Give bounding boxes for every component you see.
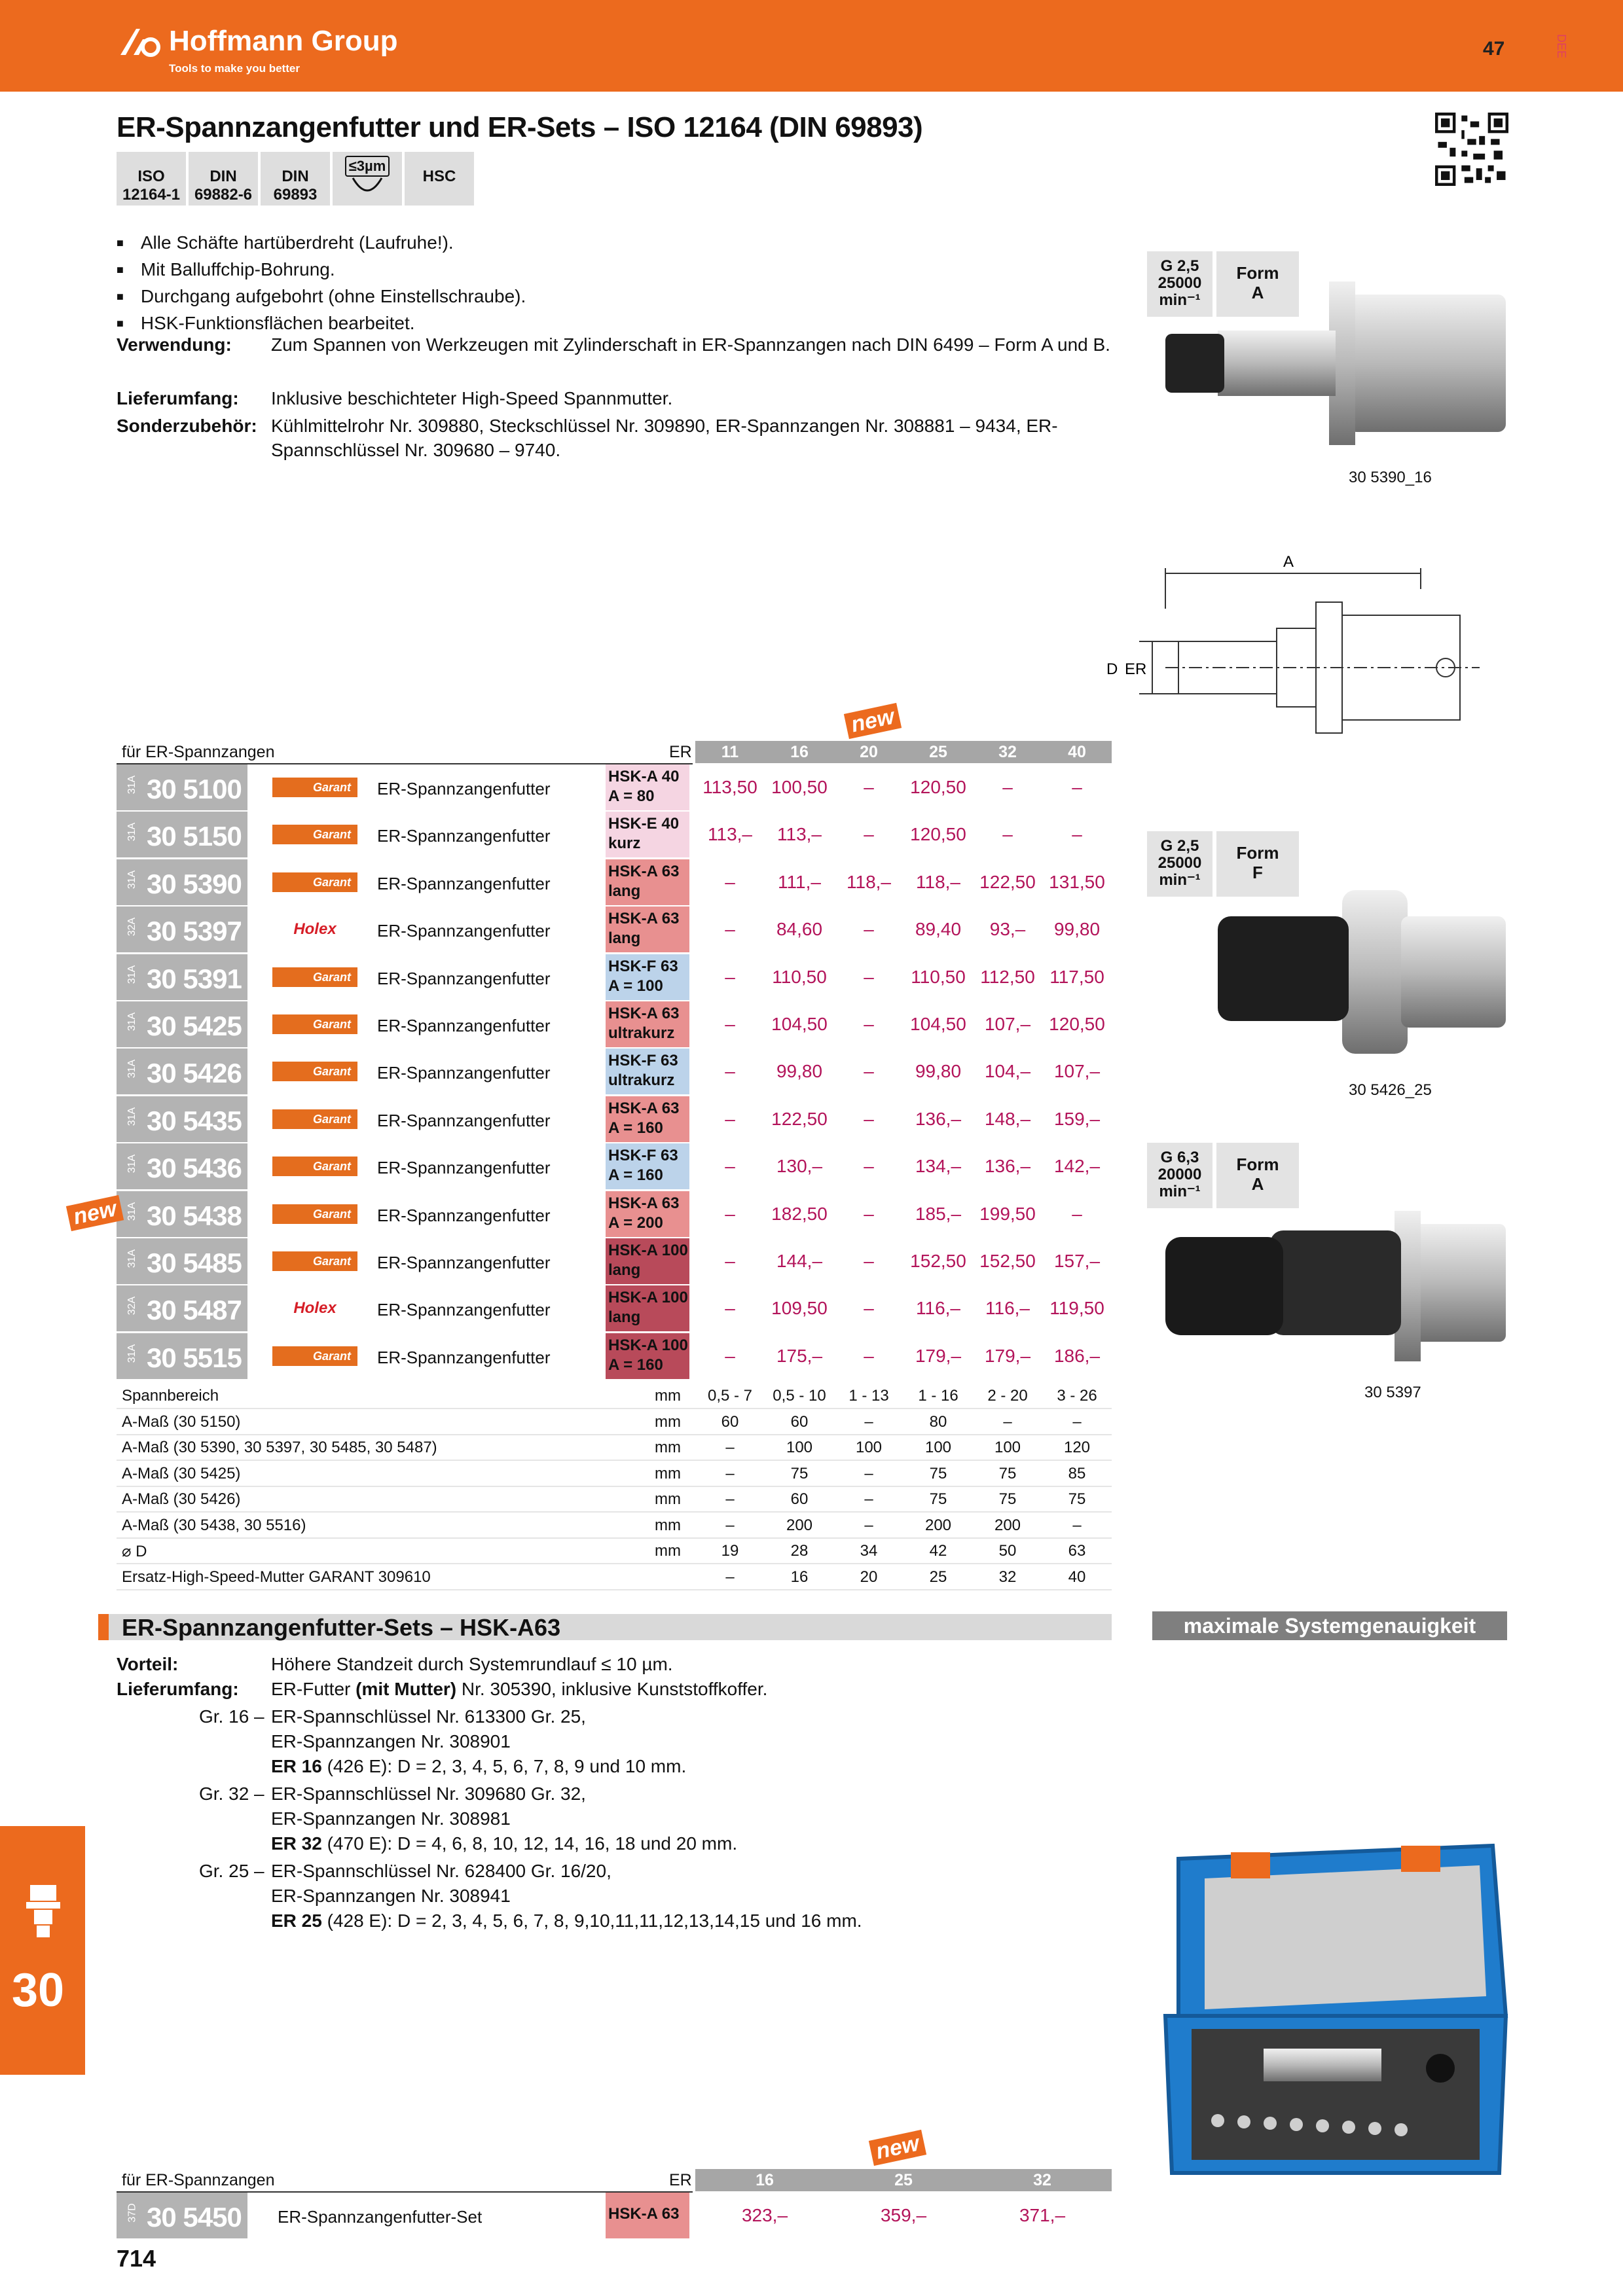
interface-cell: HSK-A 63 lang [606, 906, 689, 952]
measure-value: 75 [998, 1490, 1017, 1509]
balance-spec-3: G 6,3 20000 min⁻¹ [1147, 1143, 1213, 1208]
table-row[interactable] [117, 1143, 1112, 1191]
measure-value: – [864, 1412, 873, 1431]
price-cell: 110,50 [772, 966, 827, 987]
measure-row [117, 1435, 1112, 1461]
product-description: ER-Spannzangenfutter [377, 1300, 551, 1320]
interface-cell: HSK-A 63 ultrakurz [606, 1001, 689, 1047]
interface-cell: HSK-F 63 A = 100 [606, 954, 689, 1000]
measure-value: 100 [855, 1439, 883, 1457]
price-cell: 159,– [1053, 1108, 1101, 1129]
price-cell: – [725, 966, 735, 987]
interface-cell: HSK-A 40 A = 80 [606, 764, 689, 810]
article-number: 30 5450 [147, 2202, 242, 2233]
measure-label: Spannbereich [122, 1387, 219, 1405]
measure-value: 200 [924, 1516, 952, 1534]
logo-name: Hoffmann Group [169, 25, 398, 57]
interface-cell: HSK-A 63 A = 160 [606, 1096, 689, 1142]
interface-cell: HSK-A 63 [606, 2193, 689, 2238]
measure-value: 1 - 13 [848, 1387, 889, 1405]
table1-header-left: für ER-Spannzangen ER [117, 741, 693, 764]
measure-value: 120 [1063, 1439, 1091, 1457]
table-row[interactable] [117, 859, 1112, 906]
norm-hsc: HSC [405, 152, 474, 206]
table-row[interactable] [117, 1191, 1112, 1238]
article-number-cell: 37D 30 5450 [117, 2193, 247, 2238]
price-cell: – [725, 1251, 735, 1271]
brand-logo-icon: Holex [272, 1299, 357, 1318]
product-description: ER-Spannzangenfutter [377, 1110, 551, 1130]
price-cell: 113,– [777, 824, 822, 845]
group-32-label: Gr. 32 – [199, 1784, 264, 1804]
brand-logo-icon: Garant [272, 1204, 357, 1224]
measure-row [117, 1486, 1112, 1513]
interface-cell: HSK-F 63 A = 160 [606, 1143, 689, 1189]
price-cell: 93,– [989, 919, 1026, 940]
measure-value: 200 [786, 1516, 813, 1534]
price-cell: 134,– [915, 1156, 962, 1177]
price-cell: 118,– [847, 871, 891, 892]
price-cell: 131,50 [1049, 871, 1105, 892]
measure-value: – [725, 1464, 735, 1482]
price-cell: 118,– [916, 871, 960, 892]
brand-logo-icon: Garant [272, 1251, 357, 1271]
measure-value: 75 [998, 1464, 1017, 1482]
price-cell: – [725, 1156, 735, 1177]
price-cell: 148,– [984, 1108, 1031, 1129]
table-row[interactable] [117, 1333, 1112, 1380]
article-number-cell: 32A 30 5397 [117, 906, 247, 952]
dim-er-label: ER [1125, 660, 1147, 678]
price-cell: 104,50 [771, 1014, 828, 1034]
group-16-text: ER-Spannschlüssel Nr. 613300 Gr. 25, ER-Spannzangen Nr. 308901 ER 16 (426 E): D = 2, 3, 4, 5, 6, 7, 8, 9 und 10 mm. [271, 1706, 687, 1776]
article-number: 30 5426 [147, 1058, 242, 1089]
price-cell: – [725, 919, 735, 940]
product-description: ER-Spannzangenfutter [377, 873, 551, 893]
price-cell: 120,50 [910, 824, 966, 845]
price-cell: 122,50 [771, 1108, 828, 1129]
article-number-cell: 31A 30 5515 [117, 1333, 247, 1379]
product-description: ER-Spannzangenfutter [377, 1347, 551, 1367]
table-row[interactable] [117, 764, 1112, 812]
brand-logo-icon: Garant [272, 1062, 357, 1081]
price-cell: 152,50 [910, 1251, 966, 1271]
price-cell: 84,60 [776, 919, 823, 940]
footer-page-number: 714 [117, 2245, 156, 2272]
price-cell: 142,– [1053, 1156, 1101, 1177]
price-cell: – [725, 1108, 735, 1129]
article-number: 30 5390 [147, 868, 242, 899]
price-cell: – [1002, 777, 1013, 797]
article-number-cell: 31A 30 5391 [117, 954, 247, 1000]
measure-value: 16 [790, 1568, 809, 1586]
price-cell: 130,– [776, 1156, 823, 1177]
measure-value: 60 [790, 1490, 809, 1509]
new-badge: new [869, 2130, 926, 2166]
set-case-photo [1152, 1820, 1519, 2186]
interface-cell: HSK-F 63 ultrakurz [606, 1049, 689, 1094]
measure-value: – [725, 1516, 735, 1534]
image-caption-1: 30 5390_16 [1349, 469, 1432, 486]
measure-value: – [1072, 1516, 1082, 1534]
group-16-label: Gr. 16 – [199, 1706, 264, 1727]
price-cell: 152,50 [979, 1251, 1036, 1271]
feature-item: ■ HSK-Funktionsflächen bearbeitet. [117, 311, 526, 338]
brand-logo-icon: Holex [272, 920, 357, 939]
measure-value: 0,5 - 7 [707, 1387, 753, 1405]
interface-cell: HSK-A 100 lang [606, 1285, 689, 1331]
measure-row [117, 1383, 1112, 1409]
measure-value: 19 [721, 1542, 739, 1560]
article-number-cell: 31A 30 5425 [117, 1001, 247, 1047]
product-description: ER-Spannzangenfutter [377, 1158, 551, 1178]
product-description: ER-Spannzangenfutter [377, 921, 551, 941]
article-number-cell: 31A 30 5150 [117, 812, 247, 857]
price-cell: 104,– [984, 1061, 1031, 1082]
price-cell: 119,50 [1049, 1298, 1104, 1319]
price-cell: – [1072, 1203, 1082, 1224]
price-cell: 323,– [741, 2205, 788, 2225]
table-row[interactable] [117, 1096, 1112, 1143]
norm-din-69893: DIN 69893 [261, 152, 330, 206]
brand-logo-icon: Garant [272, 1109, 357, 1129]
measure-value: – [725, 1490, 735, 1509]
article-number: 30 5100 [147, 774, 242, 804]
balance-spec-1: G 2,5 25000 min⁻¹ [1147, 251, 1213, 317]
measure-unit: mm [655, 1412, 681, 1431]
price-cell: 185,– [915, 1203, 962, 1224]
language-code: DEE [1555, 34, 1568, 59]
price-cell: 199,50 [979, 1203, 1036, 1224]
brand-logo-icon: Garant [272, 1346, 357, 1366]
article-number: 30 5150 [147, 821, 242, 852]
product-description: ER-Spannzangenfutter [377, 1253, 551, 1272]
table-row[interactable] [117, 1001, 1112, 1049]
brand-logo-icon: Garant [272, 1014, 357, 1034]
measure-value: 100 [786, 1439, 813, 1457]
price-cell: – [725, 1014, 735, 1034]
interface-cell: HSK-E 40 kurz [606, 812, 689, 857]
price-cell: – [725, 1203, 735, 1224]
measure-value: 60 [721, 1412, 739, 1431]
runout-gauge-icon [348, 177, 387, 200]
section2-mark [98, 1614, 109, 1640]
group-32-text: ER-Spannschlüssel Nr. 309680 Gr. 32, ER-Spannzangen Nr. 308981 ER 32 (470 E): D = 4, 6, 8, 10, 12, 14, 16, 18 und 20 mm. [271, 1784, 738, 1854]
article-number: 30 5391 [147, 963, 242, 994]
form-spec-1: Form A [1216, 251, 1299, 317]
measure-value: 75 [929, 1464, 947, 1482]
price-cell: 182,50 [771, 1203, 828, 1224]
dim-a-label: A [1283, 553, 1294, 571]
price-cell: – [725, 1298, 735, 1319]
price-cell: – [864, 1156, 874, 1177]
price-cell: 186,– [1053, 1345, 1101, 1366]
price-cell: 99,80 [1053, 919, 1101, 940]
product-description: ER-Spannzangenfutter [377, 1205, 551, 1225]
measure-value: 25 [929, 1568, 947, 1586]
measure-unit: mm [655, 1387, 681, 1405]
price-cell: 110,50 [911, 966, 966, 987]
table-row[interactable] [117, 2193, 1112, 2240]
price-cell: 89,40 [915, 919, 962, 940]
price-cell: 113,– [708, 824, 752, 845]
accuracy-badge: maximale Systemgenauigkeit [1152, 1611, 1507, 1640]
measure-label: A-Maß (30 5390, 30 5397, 30 5485, 30 5487) [122, 1439, 437, 1457]
measure-value: 32 [998, 1568, 1017, 1586]
measure-label: ⌀ D [122, 1543, 147, 1561]
table2-header-left: für ER-Spannzangen ER [117, 2169, 693, 2193]
price-cell: 144,– [776, 1251, 823, 1271]
price-cell: – [864, 1298, 874, 1319]
measure-value: 80 [929, 1412, 947, 1431]
price-cell: 157,– [1053, 1251, 1101, 1271]
measure-value: 75 [790, 1464, 809, 1482]
table-row[interactable] [117, 1049, 1112, 1096]
measure-value: 34 [860, 1542, 878, 1560]
price-cell: 120,50 [910, 777, 966, 797]
price-cell: 107,– [1053, 1061, 1101, 1082]
image-caption-2: 30 5426_25 [1349, 1081, 1432, 1099]
price-cell: – [1002, 824, 1013, 845]
section2-vorteil-text: Höhere Standzeit durch Systemrundlauf ≤ 10 µm. [271, 1654, 673, 1674]
price-cell: – [864, 919, 874, 940]
interface-cell: HSK-A 100 lang [606, 1238, 689, 1284]
hoffmann-logo-icon [117, 26, 164, 59]
form-spec-3: Form A [1216, 1143, 1299, 1208]
product-description: ER-Spannzangenfutter [377, 1063, 551, 1083]
norm-runout: ≤3µm [333, 152, 402, 206]
measure-label: A-Maß (30 5438, 30 5516) [122, 1516, 306, 1534]
price-cell: 179,– [915, 1345, 962, 1366]
price-cell: 117,50 [1049, 966, 1104, 987]
price-cell: – [725, 871, 735, 892]
table1-size-header: 11 16 20 25 32 40 [695, 741, 1112, 763]
measure-value: 3 - 26 [1057, 1387, 1097, 1405]
page-number: 47 [1483, 38, 1505, 60]
tool-holder-icon [24, 1885, 63, 1937]
measure-value: 75 [929, 1490, 947, 1509]
price-cell: 136,– [915, 1108, 962, 1129]
product-description: ER-Spannzangenfutter [377, 779, 551, 798]
price-cell: – [864, 1061, 874, 1082]
feature-item: ■ Mit Balluffchip-Bohrung. [117, 257, 526, 284]
new-badge: new [844, 703, 902, 739]
interface-cell: HSK-A 63 lang [606, 859, 689, 905]
dim-d-label: D [1106, 660, 1118, 678]
article-number-cell: 31A 30 5100 [117, 764, 247, 810]
price-cell: 99,80 [915, 1061, 962, 1082]
brand-logo-icon: Garant [272, 872, 357, 892]
price-cell: – [864, 1251, 874, 1271]
section2-lieferumfang: Lieferumfang: [117, 1679, 239, 1699]
price-cell: 109,50 [771, 1298, 828, 1319]
article-number-cell: 31A 30 5436 [117, 1143, 247, 1189]
holder-photo-1 [1152, 275, 1519, 458]
norm-din-69882: DIN 69882-6 [189, 152, 258, 206]
brand-logo-icon: Garant [272, 967, 357, 987]
table-row[interactable] [117, 954, 1112, 1001]
section2-vorteil: Vorteil: [117, 1654, 179, 1674]
price-cell: – [864, 1203, 874, 1224]
chapter-tab[interactable] [0, 1826, 85, 2075]
image-caption-3: 30 5397 [1364, 1384, 1421, 1401]
price-cell: – [725, 1345, 735, 1366]
price-cell: – [864, 1345, 874, 1366]
form-spec-2: Form F [1216, 831, 1299, 897]
feature-list [117, 230, 526, 338]
table-row[interactable] [117, 1238, 1112, 1285]
measure-value: 0,5 - 10 [773, 1387, 826, 1405]
group-25-text: ER-Spannschlüssel Nr. 628400 Gr. 16/20, ER-Spannzangen Nr. 308941 ER 25 (428 E): D = 2, 3, 4, 5, 6, 7, 8, 9,10,11,11,12,13,14,15 und 16 mm. [271, 1861, 862, 1931]
measure-value: 63 [1068, 1542, 1086, 1560]
table-row[interactable] [117, 812, 1112, 859]
qr-code-icon[interactable] [1435, 113, 1508, 186]
measure-unit: mm [655, 1439, 681, 1457]
price-cell: 113,50 [702, 777, 757, 797]
price-cell: – [1072, 777, 1082, 797]
measure-value: – [864, 1464, 873, 1482]
article-number: 30 5436 [147, 1153, 242, 1184]
measure-value: – [864, 1516, 873, 1534]
measure-value: 40 [1068, 1568, 1086, 1586]
price-cell: – [864, 1014, 874, 1034]
measure-value: 50 [998, 1542, 1017, 1560]
interface-cell: HSK-A 100 A = 160 [606, 1333, 689, 1379]
product-description: ER-Spannzangenfutter [377, 968, 551, 988]
price-cell: – [1072, 824, 1082, 845]
measure-value: – [725, 1439, 735, 1457]
measure-unit: mm [655, 1464, 681, 1482]
measure-unit: mm [655, 1542, 681, 1560]
group-25-label: Gr. 25 – [199, 1861, 264, 1881]
measure-label: A-Maß (30 5150) [122, 1412, 241, 1431]
price-cell: 116,– [916, 1298, 960, 1319]
article-number: 30 5435 [147, 1105, 242, 1136]
measure-value: 42 [929, 1542, 947, 1560]
measure-value: – [1072, 1412, 1082, 1431]
price-cell: 116,– [985, 1298, 1030, 1319]
price-cell: – [725, 1061, 735, 1082]
page-title: ER-Spannzangenfutter und ER-Sets – ISO 12164 (DIN 69893) [117, 111, 923, 143]
article-number-cell: 32A 30 5487 [117, 1285, 247, 1331]
price-cell: 104,50 [910, 1014, 966, 1034]
article-number-cell: 31A 30 5390 [117, 859, 247, 905]
measure-value: 100 [924, 1439, 952, 1457]
measure-value: – [725, 1568, 735, 1586]
holder-photo-3 [1152, 1204, 1519, 1374]
brand-logo-icon: Garant [272, 1157, 357, 1176]
logo-tagline: Tools to make you better [169, 62, 300, 75]
brand-logo-icon: Garant [272, 825, 357, 844]
price-cell: 359,– [880, 2205, 927, 2225]
measure-value: – [1003, 1412, 1012, 1431]
price-cell: 111,– [778, 871, 821, 892]
article-number-cell: 31A 30 5426 [117, 1049, 247, 1094]
measure-label: A-Maß (30 5425) [122, 1464, 241, 1482]
price-cell: 120,50 [1049, 1014, 1105, 1034]
price-cell: 371,– [1019, 2205, 1066, 2225]
article-number: 30 5487 [147, 1295, 242, 1326]
article-number-cell: 31A 30 5438 [117, 1191, 247, 1237]
price-cell: 112,50 [980, 966, 1035, 987]
measure-label: Ersatz-High-Speed-Mutter GARANT 309610 [122, 1568, 431, 1586]
product-description: ER-Spannzangenfutter [377, 1016, 551, 1035]
product-description: ER-Spannzangenfutter [377, 826, 551, 846]
section2-lieferumfang-text: ER-Futter (mit Mutter) Nr. 305390, inklusive Kunststoffkoffer. [271, 1679, 768, 1699]
measure-value: 85 [1068, 1464, 1086, 1482]
holder-photo-2 [1205, 870, 1519, 1067]
price-cell: 99,80 [776, 1061, 823, 1082]
article-number-cell: 31A 30 5485 [117, 1238, 247, 1284]
measure-row [117, 1564, 1112, 1590]
measure-row [117, 1461, 1112, 1487]
chapter-number: 30 [12, 1964, 65, 2017]
measure-value: 2 - 20 [987, 1387, 1028, 1405]
article-number: 30 5438 [147, 1200, 242, 1231]
price-cell: – [864, 966, 874, 987]
table-row[interactable] [117, 906, 1112, 954]
brand-logo-icon: Garant [272, 778, 357, 797]
table-row[interactable] [117, 1285, 1112, 1333]
price-cell: – [864, 777, 874, 797]
product-description: ER-Spannzangenfutter-Set [278, 2207, 483, 2227]
measure-value: 100 [994, 1439, 1021, 1457]
measure-unit: mm [655, 1516, 681, 1534]
measure-row [117, 1538, 1112, 1564]
price-cell: 100,50 [771, 777, 828, 797]
measure-value: 1 - 16 [918, 1387, 958, 1405]
feature-item: ■ Alle Schäfte hartüberdreht (Laufruhe!). [117, 230, 526, 257]
article-number: 30 5485 [147, 1247, 242, 1278]
balance-spec-2: G 2,5 25000 min⁻¹ [1147, 831, 1213, 897]
article-number: 30 5397 [147, 916, 242, 947]
article-number-cell: 31A 30 5435 [117, 1096, 247, 1142]
price-cell: 107,– [984, 1014, 1031, 1034]
price-cell: 179,– [984, 1345, 1031, 1366]
table2-size-header: 16 25 32 [695, 2169, 1112, 2191]
feature-item: ■ Durchgang aufgebohrt (ohne Einstellschraube). [117, 284, 526, 311]
measure-row [117, 1409, 1112, 1435]
measure-unit: mm [655, 1490, 681, 1509]
price-cell: 122,50 [979, 871, 1036, 892]
price-cell: 136,– [984, 1156, 1031, 1177]
article-number: 30 5425 [147, 1011, 242, 1041]
norm-iso: ISO 12164-1 [117, 152, 186, 206]
measure-value: 200 [994, 1516, 1021, 1534]
interface-cell: HSK-A 63 A = 200 [606, 1191, 689, 1237]
new-badge: new [66, 1194, 124, 1230]
measure-label: A-Maß (30 5426) [122, 1490, 241, 1509]
article-number: 30 5515 [147, 1342, 242, 1373]
measure-row [117, 1513, 1112, 1539]
measure-value: 28 [790, 1542, 809, 1560]
section2-title: ER-Spannzangenfutter-Sets – HSK-A63 [122, 1614, 561, 1641]
measure-value: 20 [860, 1568, 878, 1586]
price-cell: 175,– [776, 1345, 823, 1366]
price-cell: – [864, 1108, 874, 1129]
price-cell: – [864, 824, 874, 845]
measure-value: 75 [1068, 1490, 1086, 1509]
technical-drawing [1087, 550, 1512, 746]
measure-value: – [864, 1490, 873, 1509]
measure-value: 60 [790, 1412, 809, 1431]
